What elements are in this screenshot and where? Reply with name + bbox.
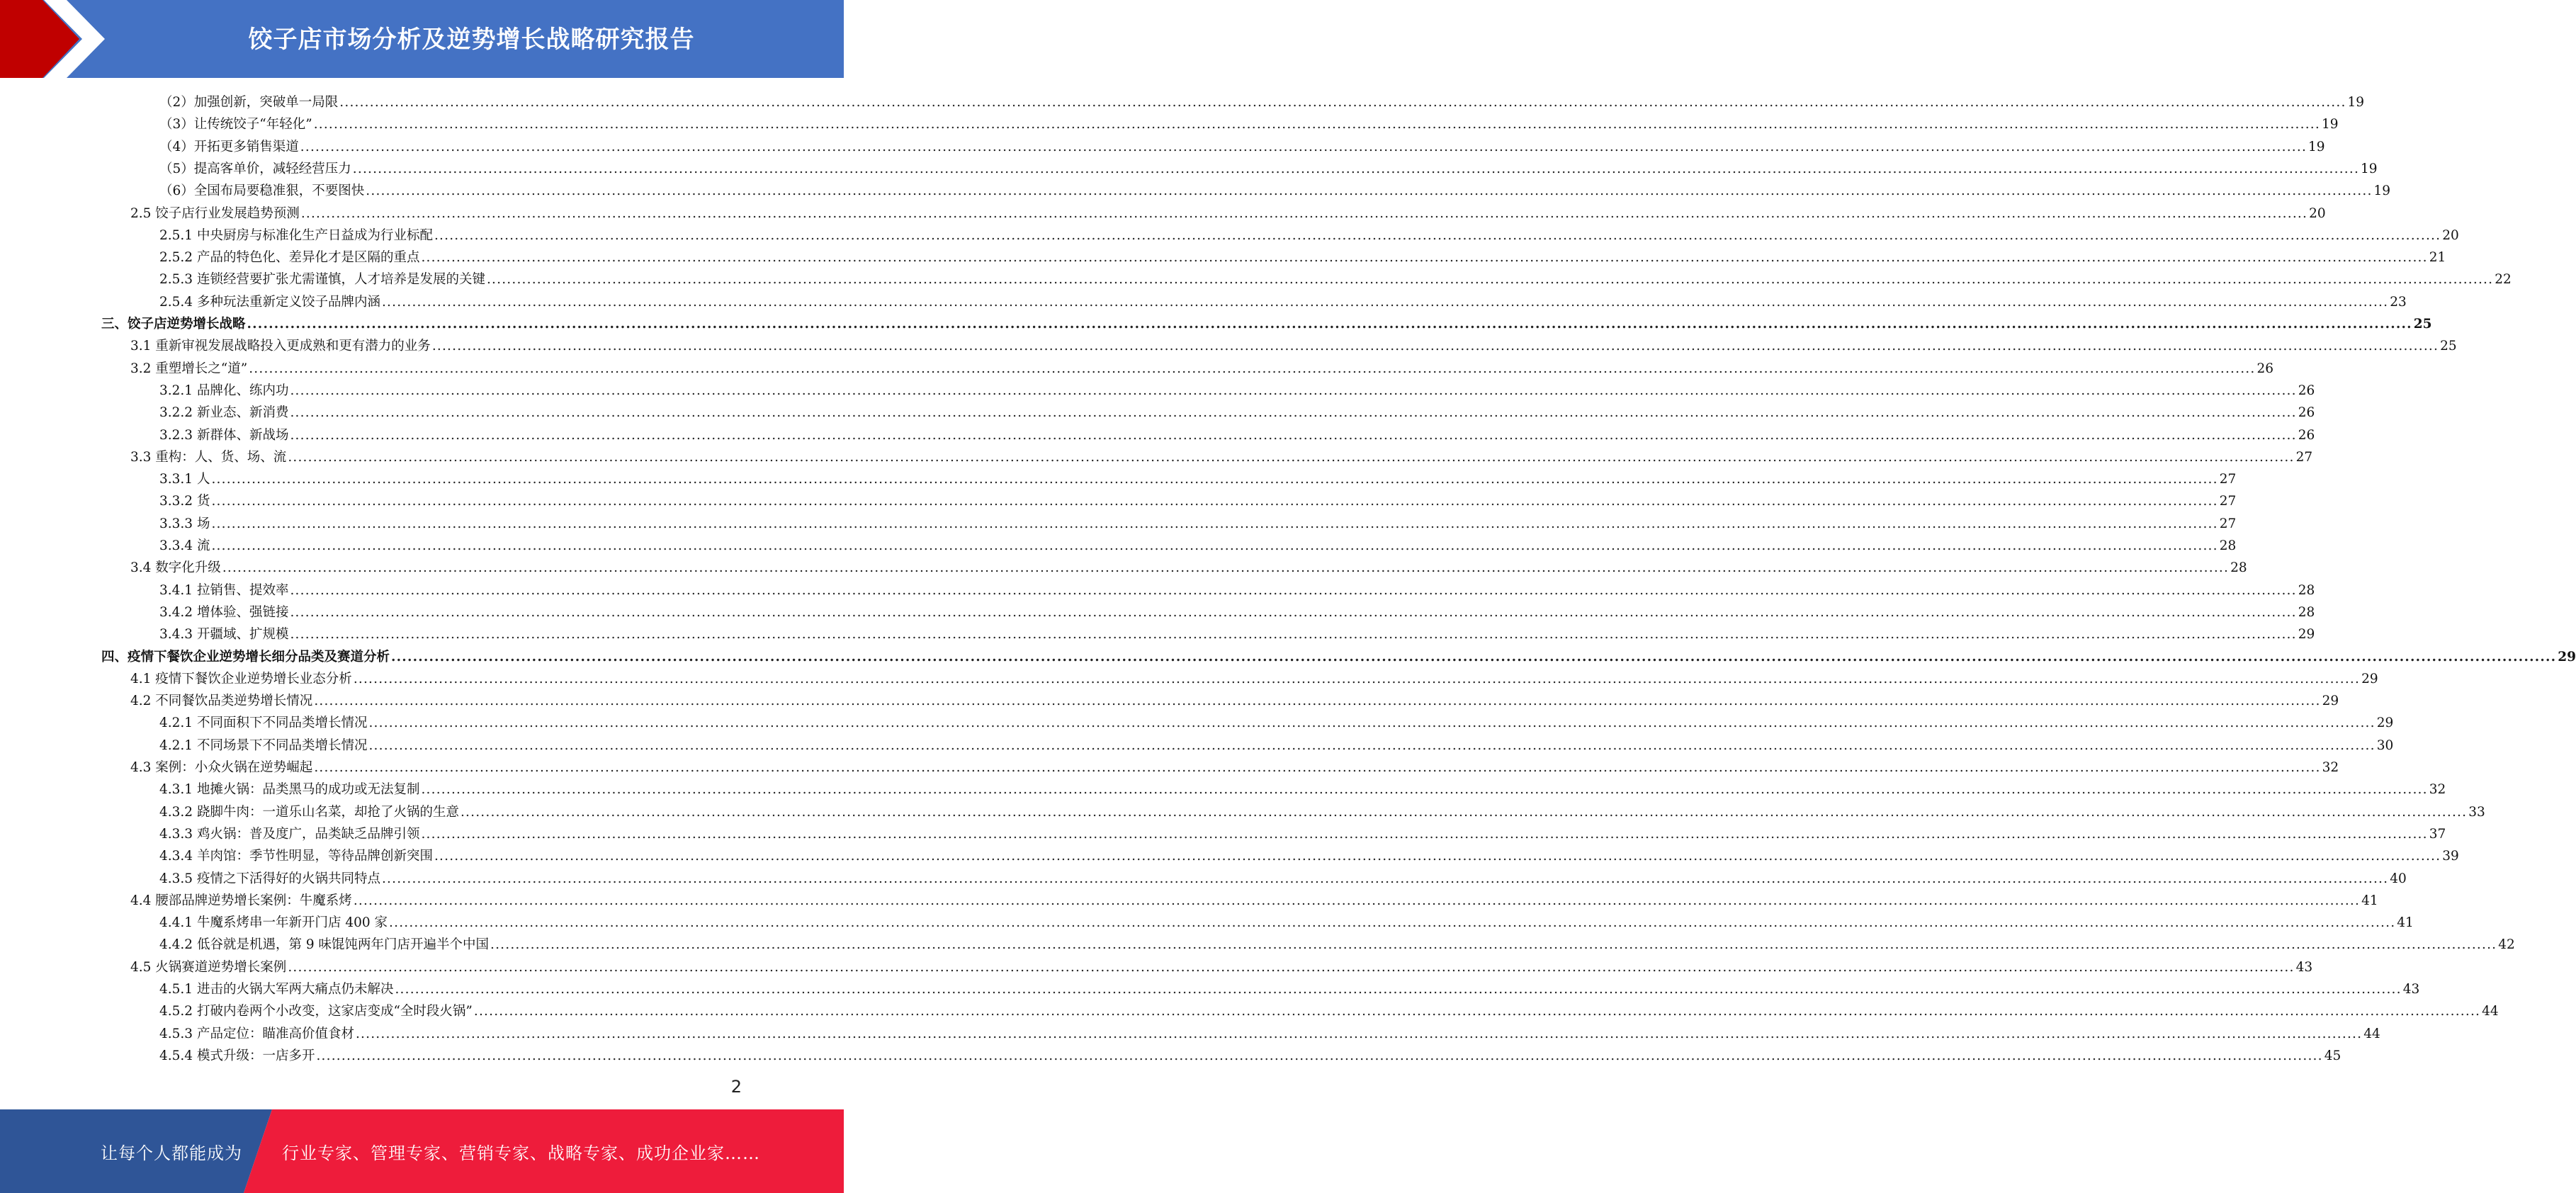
toc-entry[interactable] — [159, 821, 2446, 843]
toc-leader-dots: ................................................................................................................................................................................................................................................................................................................................................................................................................ — [421, 250, 2428, 266]
toc-leader-dots: ................................................................................................................................................................................................................................................................................................................................................................................................................ — [211, 472, 2218, 487]
toc-entry-page: 19 — [2347, 95, 2365, 110]
toc-entry-label: 2.5.4 多种玩法重新定义饺子品牌内涵 — [159, 294, 380, 310]
toc-entry[interactable] — [159, 422, 2315, 444]
toc-entry-page: 41 — [2397, 915, 2414, 931]
toc-entry-label: 3.2 重塑增长之“道” — [130, 361, 248, 376]
toc-entry-label: 3.3.3 场 — [159, 516, 210, 531]
toc-entry-label: 4.3.1 地摊火锅：品类黑马的成功或无法复制 — [159, 782, 420, 798]
toc-entry[interactable] — [130, 688, 2339, 710]
toc-entry-label: 4.5.4 模式升级：一店多开 — [159, 1048, 315, 1063]
toc-entry[interactable] — [130, 666, 2378, 688]
toc-entry[interactable] — [159, 599, 2315, 621]
toc-entry-label: 3.4.1 拉销售、提效率 — [159, 582, 289, 598]
toc-entry[interactable] — [159, 843, 2459, 865]
toc-entry-label: 4.3.4 羊肉馆：季节性明显，等待品牌创新突围 — [159, 849, 433, 864]
toc-entry[interactable] — [130, 954, 2313, 976]
toc-entry-page: 32 — [2429, 782, 2446, 798]
toc-entry-label: （5）提高客单价，减轻经营压力 — [159, 161, 351, 176]
toc-entry-label: （2）加强创新，突破单一局限 — [159, 95, 339, 110]
toc-entry[interactable] — [159, 266, 2512, 288]
toc-entry-label: 四、疫情下餐饮企业逆势增长细分品类及赛道分析 — [101, 649, 390, 665]
toc-entry-label: 4.3.3 鸡火锅：普及度广，品类缺乏品牌引领 — [159, 826, 420, 842]
toc-leader-dots: ................................................................................................................................................................................................................................................................................................................................................................................................................ — [211, 494, 2218, 509]
toc-entry-label: 3.3 重构：人、货、场、流 — [130, 449, 287, 465]
toc-entry-label: 4.3 案例：小众火锅在逆势崛起 — [130, 760, 313, 775]
toc-entry[interactable] — [159, 533, 2237, 555]
toc-entry-label: 4.4 腰部品牌逆势增长案例：牛魔系烤 — [130, 893, 352, 908]
toc-leader-dots: ................................................................................................................................................................................................................................................................................................................................................................................................................ — [352, 161, 2360, 176]
toc-entry-page: 20 — [2309, 205, 2326, 221]
toc-entry-label: 4.3.5 疫情之下活得好的火锅共同特点 — [159, 871, 380, 886]
toc-entry-label: 三、饺子店逆势增长战略 — [101, 317, 246, 332]
toc-entry-page: 19 — [2373, 183, 2391, 199]
toc-entry-page: 26 — [2298, 383, 2315, 398]
toc-entry[interactable] — [159, 932, 2515, 954]
toc-entry-page: 29 — [2558, 649, 2576, 665]
toc-leader-dots: ................................................................................................................................................................................................................................................................................................................................................................................................................ — [314, 694, 2321, 709]
toc-entry[interactable] — [159, 621, 2315, 643]
toc-entry-label: 4.5.1 进击的火锅大军两大痛点仍未解决 — [159, 982, 394, 997]
toc-leader-dots: ................................................................................................................................................................................................................................................................................................................................................................................................................ — [247, 317, 2412, 332]
toc-leader-dots: ................................................................................................................................................................................................................................................................................................................................................................................................................ — [211, 538, 2218, 553]
toc-entry[interactable] — [159, 511, 2237, 533]
toc-entry-label: 4.2 不同餐饮品类逆势增长情况 — [130, 694, 313, 709]
toc-leader-dots: ................................................................................................................................................................................................................................................................................................................................................................................................................ — [421, 826, 2428, 842]
toc-entry-label: 4.5 火锅赛道逆势增长案例 — [130, 959, 287, 975]
toc-entry[interactable] — [159, 910, 2414, 932]
toc-entry[interactable] — [159, 799, 2485, 821]
toc-entry[interactable] — [101, 311, 2432, 333]
toc-leader-dots: ................................................................................................................................................................................................................................................................................................................................................................................................................ — [290, 383, 2297, 398]
red-chevron-icon — [0, 0, 113, 78]
toc-entry-page: 21 — [2429, 250, 2446, 266]
toc-entry[interactable] — [159, 776, 2446, 798]
toc-entry[interactable] — [130, 888, 2378, 910]
toc-entry-page: 43 — [2402, 982, 2420, 997]
toc-entry-page: 26 — [2298, 405, 2315, 421]
toc-entry-page: 29 — [2322, 694, 2339, 709]
toc-leader-dots: ................................................................................................................................................................................................................................................................................................................................................................................................................ — [300, 205, 2308, 221]
toc-entry-page: 45 — [2324, 1048, 2341, 1063]
toc-entry-label: 4.3.2 跷脚牛肉：一道乐山名菜，却抢了火锅的生意 — [159, 804, 459, 820]
toc-entry[interactable] — [130, 333, 2457, 355]
toc-entry-label: 3.4.3 开疆域、扩规模 — [159, 627, 289, 643]
toc-entry-label: 4.5.2 打破内卷两个小改变，这家店变成“全时段火锅” — [159, 1004, 473, 1019]
toc-entry-page: 28 — [2298, 582, 2315, 598]
toc-leader-dots: ................................................................................................................................................................................................................................................................................................................................................................................................................ — [368, 716, 2376, 731]
toc-entry[interactable] — [159, 222, 2459, 244]
toc-entry-page: 39 — [2442, 849, 2459, 864]
toc-entry-page: 41 — [2361, 893, 2378, 908]
toc-leader-dots: ................................................................................................................................................................................................................................................................................................................................................................................................................ — [391, 649, 2557, 665]
toc-entry-page: 28 — [2298, 604, 2315, 620]
toc-entry-page: 27 — [2295, 449, 2313, 465]
toc-entry-page: 22 — [2495, 272, 2512, 288]
toc-entry[interactable] — [159, 488, 2237, 510]
toc-entry-page: 19 — [2361, 161, 2378, 176]
toc-entry-page: 19 — [2308, 139, 2325, 154]
toc-entry-label: 2.5.3 连锁经营要扩张尤需谨慎，人才培养是发展的关键 — [159, 272, 485, 288]
toc-entry-label: 3.3.2 货 — [159, 494, 210, 509]
toc-leader-dots: ................................................................................................................................................................................................................................................................................................................................................................................................................ — [288, 959, 2295, 975]
toc-leader-dots: ................................................................................................................................................................................................................................................................................................................................................................................................................ — [389, 915, 2396, 931]
toc-entry[interactable] — [159, 111, 2339, 133]
toc-entry[interactable] — [159, 134, 2325, 156]
page-footer — [0, 1109, 844, 1193]
toc-entry-label: 3.4 数字化升级 — [130, 560, 221, 576]
toc-leader-dots: ................................................................................................................................................................................................................................................................................................................................................................................................................ — [290, 604, 2297, 620]
toc-entry-page: 37 — [2429, 826, 2446, 842]
toc-entry[interactable] — [159, 466, 2237, 488]
toc-entry-page: 20 — [2442, 227, 2459, 243]
toc-entry-label: 3.1 重新审视发展战略投入更成熟和更有潜力的业务 — [130, 339, 431, 354]
toc-entry-page: 42 — [2498, 937, 2515, 953]
toc-entry-page: 26 — [2256, 361, 2274, 376]
toc-leader-dots: ................................................................................................................................................................................................................................................................................................................................................................................................................ — [381, 294, 2389, 310]
toc-entry[interactable] — [159, 733, 2394, 754]
toc-entry-page: 40 — [2390, 871, 2407, 886]
toc-leader-dots: ................................................................................................................................................................................................................................................................................................................................................................................................................ — [211, 516, 2218, 531]
toc-entry-page: 29 — [2376, 716, 2394, 731]
toc-entry[interactable] — [159, 89, 2365, 111]
toc-entry-page: 32 — [2322, 760, 2339, 775]
toc-entry[interactable] — [159, 378, 2315, 400]
toc-leader-dots: ................................................................................................................................................................................................................................................................................................................................................................................................................ — [290, 582, 2297, 598]
toc-leader-dots: ................................................................................................................................................................................................................................................................................................................................................................................................................ — [368, 737, 2376, 753]
toc-leader-dots: ................................................................................................................................................................................................................................................................................................................................................................................................................ — [486, 272, 2494, 288]
toc-entry-label: 2.5.2 产品的特色化、差异化才是区隔的重点 — [159, 250, 420, 266]
toc-leader-dots: ................................................................................................................................................................................................................................................................................................................................................................................................................ — [381, 871, 2389, 886]
toc-entry[interactable] — [159, 998, 2499, 1020]
toc-entry-label: 4.4.2 低谷就是机遇，第 9 味馄饨两年门店开遍半个中国 — [159, 937, 489, 953]
toc-entry[interactable] — [159, 244, 2446, 266]
toc-entry-page: 25 — [2440, 339, 2457, 354]
toc-entry[interactable] — [159, 289, 2407, 311]
toc-leader-dots: ................................................................................................................................................................................................................................................................................................................................................................................................................ — [460, 804, 2468, 820]
toc-leader-dots: ................................................................................................................................................................................................................................................................................................................................................................................................................ — [339, 95, 2346, 110]
toc-leader-dots: ................................................................................................................................................................................................................................................................................................................................................................................................................ — [431, 339, 2439, 354]
toc-leader-dots: ................................................................................................................................................................................................................................................................................................................................................................................................................ — [366, 183, 2373, 199]
toc-entry-label: 3.2.3 新群体、新战场 — [159, 427, 289, 443]
toc-leader-dots: ................................................................................................................................................................................................................................................................................................................................................................................................................ — [290, 405, 2297, 421]
toc-entry[interactable] — [159, 1043, 2341, 1065]
toc-entry[interactable] — [159, 710, 2394, 732]
toc-entry-page: 44 — [2363, 1026, 2380, 1041]
toc-leader-dots: ................................................................................................................................................................................................................................................................................................................................................................................................................ — [434, 849, 2441, 864]
toc-entry-label: 3.2.1 品牌化、练内功 — [159, 383, 289, 398]
toc-entry-page: 19 — [2321, 117, 2339, 132]
toc-entry[interactable] — [101, 644, 2576, 666]
toc-leader-dots: ................................................................................................................................................................................................................................................................................................................................................................................................................ — [249, 361, 2256, 376]
toc-leader-dots: ................................................................................................................................................................................................................................................................................................................................................................................................................ — [355, 1026, 2363, 1041]
toc-entry-label: 3.3.1 人 — [159, 472, 210, 487]
toc-entry[interactable] — [159, 156, 2378, 178]
toc-entry-page: 27 — [2219, 494, 2237, 509]
toc-entry-page: 29 — [2361, 671, 2378, 686]
toc-entry-page: 26 — [2298, 427, 2315, 443]
toc-leader-dots: ................................................................................................................................................................................................................................................................................................................................................................................................................ — [300, 139, 2307, 154]
toc-entry-page: 25 — [2413, 317, 2432, 332]
toc-leader-dots: ................................................................................................................................................................................................................................................................................................................................................................................................................ — [290, 627, 2297, 643]
toc-entry-page: 28 — [2230, 560, 2247, 576]
toc-leader-dots: ................................................................................................................................................................................................................................................................................................................................................................................................................ — [473, 1004, 2481, 1019]
toc-entry-page: 27 — [2219, 472, 2237, 487]
toc-leader-dots: ................................................................................................................................................................................................................................................................................................................................................................................................................ — [314, 760, 2321, 775]
toc-entry[interactable] — [130, 555, 2247, 577]
toc-entry-label: 4.2.1 不同场景下不同品类增长情况 — [159, 737, 368, 753]
toc-entry-page: 30 — [2376, 737, 2394, 753]
toc-entry-page: 27 — [2219, 516, 2237, 531]
toc-leader-dots: ................................................................................................................................................................................................................................................................................................................................................................................................................ — [421, 782, 2428, 798]
toc-entry[interactable] — [130, 356, 2274, 378]
toc-entry-page: 29 — [2298, 627, 2315, 643]
toc-entry-label: 2.5.1 中央厨房与标准化生产日益成为行业标配 — [159, 227, 433, 243]
page-number: 2 — [730, 1077, 742, 1097]
toc-leader-dots: ................................................................................................................................................................................................................................................................................................................................................................................................................ — [353, 893, 2361, 908]
toc-entry-label: （3）让传统饺子“年轻化” — [159, 117, 312, 132]
toc-leader-dots: ................................................................................................................................................................................................................................................................................................................................................................................................................ — [313, 117, 2320, 132]
toc-entry-page: 28 — [2219, 538, 2237, 553]
footer-slogan-right: 行业专家、管理专家、营销专家、战略专家、成功企业家…… — [282, 1143, 760, 1163]
footer-slogan-left: 让每个人都能成为 — [101, 1143, 242, 1163]
toc-entry[interactable] — [159, 1021, 2380, 1043]
toc-entry-label: （6）全国布局要稳准狠，不要图快 — [159, 183, 365, 199]
toc-leader-dots: ................................................................................................................................................................................................................................................................................................................................................................................................................ — [222, 560, 2230, 576]
toc-leader-dots: ................................................................................................................................................................................................................................................................................................................................................................................................................ — [288, 449, 2295, 465]
toc-leader-dots: ................................................................................................................................................................................................................................................................................................................................................................................................................ — [434, 227, 2441, 243]
toc-leader-dots: ................................................................................................................................................................................................................................................................................................................................................................................................................ — [316, 1048, 2323, 1063]
toc-entry-label: 4.1 疫情下餐饮企业逆势增长业态分析 — [130, 671, 352, 686]
toc-entry-page: 43 — [2295, 959, 2313, 975]
toc-entry[interactable] — [159, 400, 2315, 422]
toc-entry[interactable] — [159, 577, 2315, 599]
toc-entry[interactable] — [130, 200, 2326, 222]
toc-entry[interactable] — [159, 866, 2407, 888]
toc-entry[interactable] — [159, 178, 2391, 200]
toc-entry-label: 3.3.4 流 — [159, 538, 210, 553]
toc-entry-label: （4）开拓更多销售渠道 — [159, 139, 299, 154]
document-title: 饺子店市场分析及逆势增长战略研究报告 — [248, 25, 695, 54]
toc-entry-label: 4.2.1 不同面积下不同品类增长情况 — [159, 716, 368, 731]
page-header — [0, 0, 844, 78]
toc-entry-page: 33 — [2468, 804, 2485, 820]
toc-entry[interactable] — [130, 444, 2313, 466]
toc-entry-label: 3.2.2 新业态、新消费 — [159, 405, 289, 421]
toc-leader-dots: ................................................................................................................................................................................................................................................................................................................................................................................................................ — [353, 671, 2361, 686]
toc-entry[interactable] — [130, 754, 2339, 776]
toc-entry-label: 2.5 饺子店行业发展趋势预测 — [130, 205, 300, 221]
toc-leader-dots: ................................................................................................................................................................................................................................................................................................................................................................................................................ — [490, 937, 2497, 953]
toc-entry-label: 4.4.1 牛魔系烤串一年新开门店 400 家 — [159, 915, 388, 931]
toc-leader-dots: ................................................................................................................................................................................................................................................................................................................................................................................................................ — [290, 427, 2297, 443]
toc-entry[interactable] — [159, 976, 2420, 998]
toc-entry-label: 4.5.3 产品定位：瞄准高价值食材 — [159, 1026, 354, 1041]
toc-leader-dots: ................................................................................................................................................................................................................................................................................................................................................................................................................ — [395, 982, 2402, 997]
toc-entry-label: 3.4.2 增体验、强链接 — [159, 604, 289, 620]
toc-entry-page: 44 — [2482, 1004, 2499, 1019]
toc-entry-page: 23 — [2390, 294, 2407, 310]
